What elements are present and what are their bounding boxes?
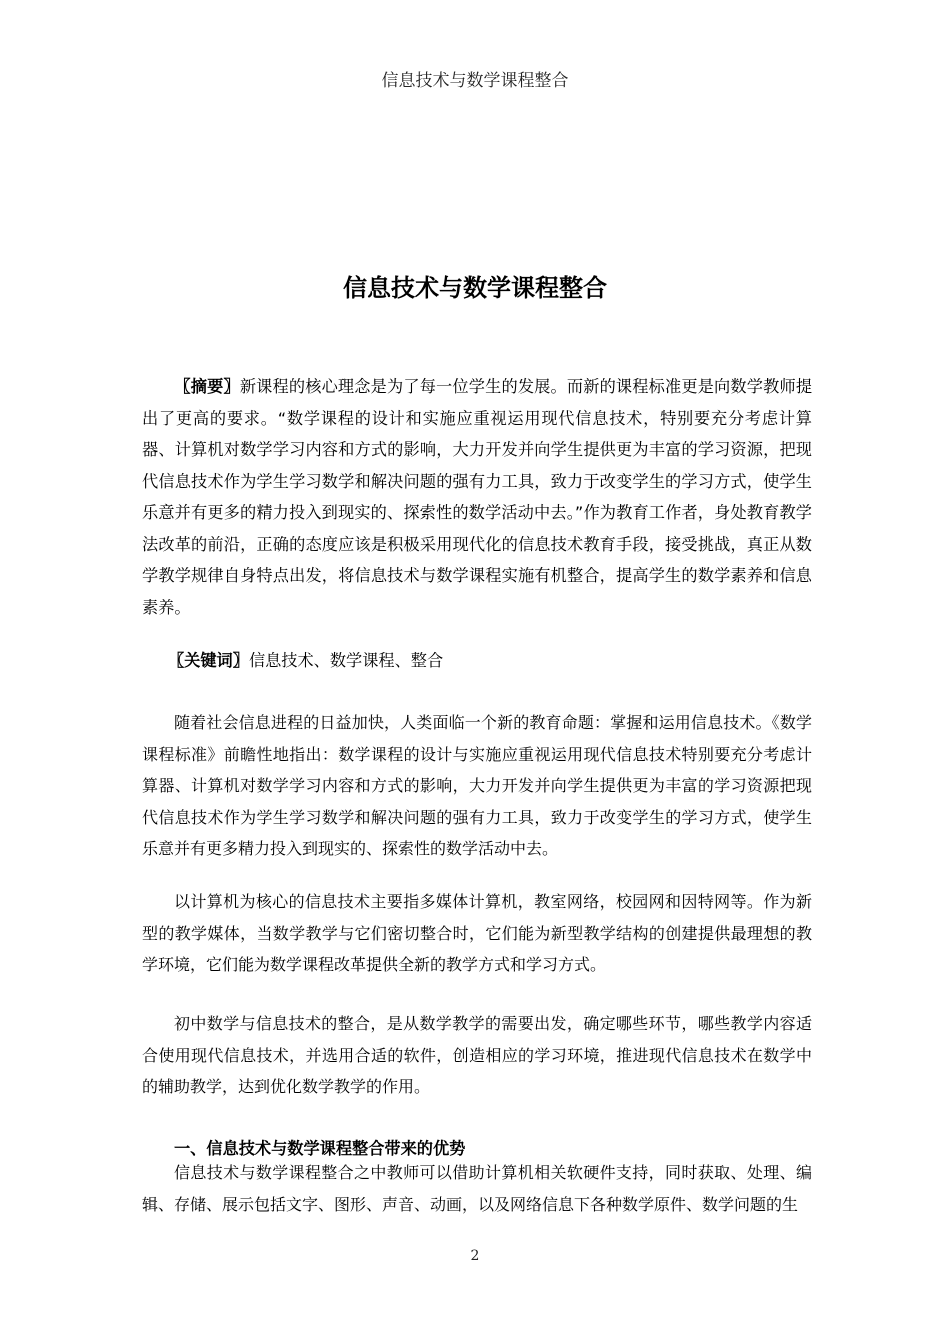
section-1-paragraph: 信息技术与数学课程整合之中教师可以借助计算机相关软硬件支持，同时获取、处理、编辑、存储、展示包括文字、图形、声音、动画，以及网络信息下各种数学原件、数学问题的生 [142,1163,812,1214]
keywords-text: 信息技术、数学课程、整合 [248,651,444,670]
section-heading-1: 一、信息技术与数学课程整合带来的优势 [174,1139,466,1158]
keywords-label: 〖关键词〗 [168,651,249,670]
page-number: 2 [470,1248,480,1264]
abstract-paragraph [142,371,812,623]
abstract-label: 〖摘要〗 [174,377,240,396]
body-paragraph-3: 初中数学与信息技术的整合，是从数学教学的需要出发，确定哪些环节，哪些教学内容适合使用现代信息技术，并选用合适的软件，创造相应的学习环境，推进现代信息技术在数学中的辅助教学，达到优化数学教学的作用。 [142,1014,812,1096]
abstract-text: 新课程的核心理念是为了每一位学生的发展。而新的课程标准更是向数学教师提出了更高的要求。“数学课程的设计和实施应重视运用现代信息技术，特别要充分考虑计算器、计算机对数学学习内容和方式的影响，大力开发并向学生提供更为丰富的学习资源，把现代信息技术作为学生学习数学和解决问题的强有力工具，致力于改变学生的学习方式，使学生乐意并有更多的精力投入到现实的、探索性的数学活动中去。”作为教育工作者，身处教育教学法改革的前沿，正确的态度应该是积极采用现代化的信息技术教育手段，接受挑战，真正从数学教学规律自身特点出发，将信息技术与数学课程实施有机整合，提高学生的数学素养和信息素养。 [142,377,813,617]
body-paragraph-2: 以计算机为核心的信息技术主要指多媒体计算机，教室网络，校园网和因特网等。作为新型的教学媒体，当数学教学与它们密切整合时，它们能为新型教学结构的创建提供最理想的教学环境，它们能为数学课程改革提供全新的教学方式和学习方式。 [142,892,812,974]
document-title: 信息技术与数学课程整合 [343,274,607,302]
body-paragraph-1: 随着社会信息进程的日益加快，人类面临一个新的教育命题：掌握和运用信息技术。《数学课程标准》前瞻性地指出：数学课程的设计与实施应重视运用现代信息技术特别要充分考虑计算器、计算机对数学学习内容和方式的影响，大力开发并向学生提供更为丰富的学习资源把现代信息技术作为学生学习数学和解决问题的强有力工具，致力于改变学生的学习方式，使学生乐意并有更多精力投入到现实的、探索性的数学活动中去。 [142,713,812,858]
keywords-paragraph [142,645,838,677]
running-header: 信息技术与数学课程整合 [381,71,569,91]
